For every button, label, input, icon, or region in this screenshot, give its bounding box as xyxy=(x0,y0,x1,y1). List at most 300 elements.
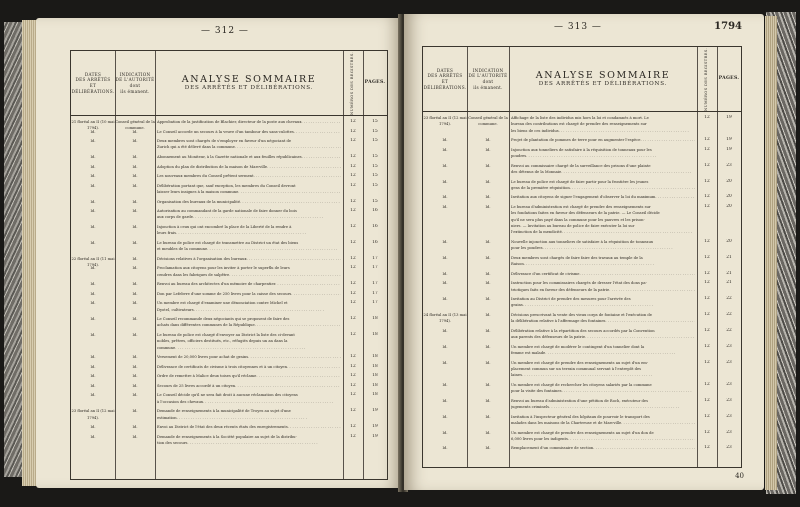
header-text: INDICATION xyxy=(119,71,151,77)
analysis-line: Autorisation au commandant de la garde nationale de faire donner du bois xyxy=(157,209,297,214)
row-authority: Id. xyxy=(132,374,138,379)
row-page-number: 23 xyxy=(726,397,732,403)
table-row xyxy=(71,373,387,379)
row-page-number: 22 xyxy=(726,312,732,318)
row-analysis xyxy=(511,414,695,427)
table-row xyxy=(71,164,387,170)
analysis-line: commune. . . . xyxy=(157,345,341,351)
row-analysis xyxy=(511,280,695,293)
analysis-line: Un membre est chargé d'examiner une dénonciation contre Michel et xyxy=(157,301,288,306)
register-table xyxy=(70,50,388,480)
row-register-number: 12 xyxy=(704,178,710,184)
table-row xyxy=(71,154,387,160)
analysis-line: Un membre est chargé de rechercher les citoyens salariés par la commune xyxy=(511,382,652,387)
row-date: Id. xyxy=(442,382,448,387)
row-register-number: 12 xyxy=(704,254,710,260)
row-register-number: 12 xyxy=(350,239,356,245)
row-date: Id. xyxy=(442,414,448,419)
analysis-line: Le bureau de police est chargé d'envoyer au District la liste des ci-devant xyxy=(157,333,295,338)
analysis-line: jugements criminels. . . . xyxy=(511,404,695,410)
table-row xyxy=(71,434,387,447)
row-register-number: 12 xyxy=(350,316,356,322)
table-row xyxy=(71,332,387,351)
table-row xyxy=(71,129,387,135)
table-row xyxy=(71,199,387,205)
row-authority: Id. xyxy=(132,129,138,134)
row-page-number: 22 xyxy=(726,296,732,302)
row-analysis xyxy=(157,383,341,389)
row-analysis xyxy=(157,364,341,370)
analysis-line: Un membre est chargé de prendre des renseignements au sujet d'un em- xyxy=(511,360,648,365)
analysis-line: les fondations faites en faveur des défenseurs de la patrie. — Le Conseil décide xyxy=(511,211,660,216)
row-authority: Id. xyxy=(132,209,138,214)
row-date: Id. xyxy=(90,374,96,379)
row-page-number: 21 xyxy=(726,254,732,260)
header-text: DES ARRÊTÉS xyxy=(427,73,463,79)
header-pages xyxy=(717,47,741,111)
row-date: Id. xyxy=(90,183,96,188)
row-register-number: 12 xyxy=(350,392,356,398)
row-page-number: 15 xyxy=(372,153,378,159)
row-register-number: 12 xyxy=(350,408,356,414)
row-analysis xyxy=(511,344,695,357)
analysis-line: Injonction à ceux qui ont encombré la place de la Liberté de la rendre à xyxy=(157,224,292,229)
analysis-line: placement commun sur un terrain communal servant à l'entrepôt des xyxy=(511,367,642,372)
row-analysis xyxy=(511,398,695,411)
row-date: Id. xyxy=(90,301,96,306)
table-row xyxy=(71,354,387,360)
row-authority: Id. xyxy=(485,163,491,168)
row-page-number: 20 xyxy=(726,178,732,184)
analysis-line: Ordre de remettre à Malice deux toises qu'il réclame. . . . xyxy=(157,373,341,379)
row-date: 22 floréal an II (11 mai 1794). xyxy=(71,256,115,268)
row-date: Id. xyxy=(442,446,448,451)
row-date: Id. xyxy=(90,355,96,360)
row-page-number: 17 xyxy=(372,255,378,261)
row-authority: Conseil général de la commune. xyxy=(115,120,155,131)
row-register-number: 12 xyxy=(350,433,356,439)
row-analysis xyxy=(157,224,341,237)
analysis-line: triotiques faits en faveur des défenseurs de la patrie. . . . xyxy=(511,287,695,293)
row-register-number: 12 xyxy=(704,397,710,403)
table-row xyxy=(71,240,387,253)
header-text: DÉLIBÉRATIONS. xyxy=(71,88,115,94)
row-authority: Id. xyxy=(132,291,138,296)
row-analysis xyxy=(511,179,695,192)
row-authority: Id. xyxy=(132,139,138,144)
table-row xyxy=(71,300,387,313)
row-date: Id. xyxy=(442,398,448,403)
analysis-line: Demande de renseignements à la Société populaire au sujet de la distribu- xyxy=(157,434,297,439)
row-register-number: 12 xyxy=(704,146,710,152)
analysis-line: bureau des contributions est chargé de prendre des renseignements sur xyxy=(511,122,647,127)
analysis-line: qu'il ne sera plus payé dans la commune pour les pauvres et les prison- xyxy=(511,217,645,222)
table-row xyxy=(423,328,741,341)
row-page-number: 21 xyxy=(726,270,732,276)
row-page-number: 20 xyxy=(726,194,732,200)
analysis-line: Renvoi au bureau des architectes d'un mémoire de charpentier. . . . xyxy=(157,281,341,287)
analysis-line: poudres. . . . xyxy=(511,153,695,159)
row-register-number: 12 xyxy=(350,173,356,179)
row-analysis xyxy=(511,360,695,379)
row-page-number: 19 xyxy=(726,137,732,143)
row-register-number: 12 xyxy=(704,203,710,209)
row-page-number: 18 xyxy=(372,382,378,388)
analysis-line: Organisation des bureaux de la municipalité. . . . xyxy=(157,199,341,205)
row-register-number: 12 xyxy=(350,138,356,144)
row-page-number: 19 xyxy=(372,424,378,430)
analysis-line: à l'occasion des chevaux. . . . xyxy=(157,399,341,405)
analysis-line: aux parents des défenseurs de la patrie. . . . xyxy=(511,334,695,340)
analysis-line: Nouvelle injonction aux tonneliers de satisfaire à la réquisition de tonneaux xyxy=(511,239,653,244)
analysis-line: Injonction aux tonneliers de satisfaire à la réquisition de tonneaux pour les xyxy=(511,147,652,152)
row-analysis xyxy=(157,138,341,151)
analysis-line: Proclamation aux citoyens pour les inviter à porter le superflu de leurs xyxy=(157,266,290,271)
row-register-number: 12 xyxy=(704,296,710,302)
row-page-number: 23 xyxy=(726,343,732,349)
row-page-number: 23 xyxy=(726,445,732,451)
table-row xyxy=(423,194,741,200)
row-page-number: 15 xyxy=(372,128,378,134)
right-page xyxy=(404,14,764,490)
row-authority: Id. xyxy=(132,301,138,306)
row-authority: Id. xyxy=(132,317,138,322)
header-text: INDICATION xyxy=(472,67,504,73)
row-authority: Id. xyxy=(485,179,491,184)
row-register-number: 12 xyxy=(350,265,356,271)
analysis-line: Instruction pour les commissaires chargés de dresser l'état des dons pa- xyxy=(511,281,647,286)
table-row xyxy=(423,255,741,268)
row-page-number: 18 xyxy=(372,316,378,322)
analysis-line: Décisions prescrivant la vente des vieux corps de fontaine et l'exécution de xyxy=(511,313,652,318)
header-text: DÉLIBÉRATIONS. xyxy=(423,84,467,90)
row-analysis xyxy=(157,316,341,329)
row-date: Id. xyxy=(90,266,96,271)
analysis-line: aux corps de garde. . . . xyxy=(157,214,341,220)
analysis-line: cendres dans les fabriques de salpêtre. . . . xyxy=(157,272,341,278)
row-date: Id. xyxy=(90,164,96,169)
row-authority: Id. xyxy=(132,154,138,159)
row-analysis xyxy=(511,430,695,443)
row-analysis xyxy=(511,204,695,236)
row-date: Id. xyxy=(90,129,96,134)
analysis-line: Versement de 20,000 livres pour achat de grains. . . . xyxy=(157,354,341,360)
row-register-number: 12 xyxy=(350,424,356,430)
row-register-number: 12 xyxy=(350,281,356,287)
table-row xyxy=(423,296,741,309)
table-row xyxy=(423,115,741,134)
header-text: dont xyxy=(482,79,494,84)
header-text: ET xyxy=(89,83,97,88)
row-analysis xyxy=(157,164,341,170)
header-text: dont xyxy=(129,83,141,88)
row-analysis xyxy=(157,265,341,278)
table-row xyxy=(71,255,387,268)
row-analysis xyxy=(511,147,695,160)
row-page-number: 15 xyxy=(372,182,378,188)
analysis-line: Le Conseil recommande deux négociants qui se proposent de faire des xyxy=(157,317,290,322)
row-authority: Id. xyxy=(485,271,491,276)
analysis-line: Décisions relatives à l'organisation des bureaux. . . . xyxy=(157,256,341,262)
header-dates xyxy=(423,47,467,111)
row-analysis xyxy=(511,255,695,268)
row-register-number: 12 xyxy=(350,255,356,261)
row-register-number: 12 xyxy=(704,429,710,435)
table-row xyxy=(423,239,741,252)
row-date: Id. xyxy=(90,282,96,287)
header-text: ET xyxy=(441,79,449,84)
row-page-number: 18 xyxy=(372,332,378,338)
row-date: Id. xyxy=(442,344,448,349)
row-page-number: 18 xyxy=(372,392,378,398)
header-indication xyxy=(467,47,509,111)
analysis-line: Abonnement au Moniteur, à la Gazette nationale et aux feuilles républicaines. . . . xyxy=(157,154,341,160)
row-page-number: 18 xyxy=(372,373,378,379)
analysis-line: estimation. . . . xyxy=(157,415,341,421)
row-date: Id. xyxy=(442,360,448,365)
row-date: Id. xyxy=(90,317,96,322)
row-authority: Id. xyxy=(132,174,138,179)
row-date: Id. xyxy=(442,271,448,276)
row-authority: Id. xyxy=(132,282,138,287)
row-register-number: 12 xyxy=(350,223,356,229)
row-date: Id. xyxy=(442,179,448,184)
analysis-line: malades dans les maisons de la Chartreuse et de Marcville. . . . xyxy=(511,420,695,426)
row-register-number: 12 xyxy=(350,208,356,214)
analysis-line: 6,000 livres pour les indigents. . . . xyxy=(511,436,695,442)
row-analysis xyxy=(157,354,341,360)
row-date: Id. xyxy=(442,328,448,333)
row-register-number: 12 xyxy=(350,332,356,338)
row-authority: Id. xyxy=(485,328,491,333)
row-page-number: 20 xyxy=(726,203,732,209)
row-register-number: 12 xyxy=(350,290,356,296)
analysis-line: Deux membres sont chargés de s'employer en faveur d'un négociant de xyxy=(157,139,292,144)
table-row xyxy=(71,392,387,405)
row-register-number: 12 xyxy=(704,115,710,120)
analysis-line: Invitation au District de prendre des mesures pour l'arrivée des xyxy=(511,297,631,302)
row-authority: Id. xyxy=(132,364,138,369)
header-registers xyxy=(697,47,717,111)
table-rows xyxy=(71,119,387,477)
row-register-number: 12 xyxy=(704,359,710,365)
row-date: Id. xyxy=(90,154,96,159)
row-authority: Id. xyxy=(132,240,138,245)
row-authority: Id. xyxy=(485,138,491,143)
row-page-number: 23 xyxy=(726,429,732,435)
row-page-number: 18 xyxy=(372,354,378,360)
table-row xyxy=(71,224,387,237)
row-page-number: 17 xyxy=(372,290,378,296)
row-page-number: 16 xyxy=(372,223,378,229)
row-authority: Id. xyxy=(485,414,491,419)
row-analysis xyxy=(157,408,341,421)
row-register-number: 12 xyxy=(704,162,710,168)
table-row xyxy=(423,204,741,236)
analysis-line: leurs frais. . . . xyxy=(157,230,341,236)
row-analysis xyxy=(157,256,341,262)
table-rows xyxy=(423,115,741,465)
header-subtitle: DES ARRÊTÉS ET DÉLIBÉRATIONS. xyxy=(538,81,668,88)
row-register-number: 12 xyxy=(350,182,356,188)
row-authority: Id. xyxy=(485,430,491,435)
row-register-number: 12 xyxy=(704,194,710,200)
row-page-number: 17 xyxy=(372,265,378,271)
table-row xyxy=(423,430,741,443)
row-page-number: 17 xyxy=(372,281,378,287)
row-page-number: 21 xyxy=(726,280,732,286)
row-date: Id. xyxy=(90,291,96,296)
row-analysis xyxy=(157,281,341,287)
analysis-line: Invitation aux citoyens de signer l'engagement d'observer la loi du maximum. . . . xyxy=(511,194,695,200)
row-date: Id. xyxy=(442,255,448,260)
row-register-number: 12 xyxy=(350,153,356,159)
table-row xyxy=(423,445,741,451)
row-date: Id. xyxy=(90,209,96,214)
table-row xyxy=(423,271,741,277)
row-authority: Id. xyxy=(132,333,138,338)
row-date: Id. xyxy=(442,430,448,435)
row-analysis xyxy=(157,129,341,135)
row-analysis xyxy=(157,199,341,205)
row-date: Id. xyxy=(90,240,96,245)
row-page-number: 23 xyxy=(726,381,732,387)
header-analysis xyxy=(509,47,697,111)
table-row xyxy=(71,208,387,221)
table-header xyxy=(71,51,387,116)
row-register-number: 12 xyxy=(350,198,356,204)
page-edges-right xyxy=(765,16,777,490)
header-dates xyxy=(71,51,115,115)
row-date: Id. xyxy=(442,195,448,200)
header-text: DATES xyxy=(436,67,454,73)
row-register-number: 12 xyxy=(704,312,710,318)
row-authority: Id. xyxy=(132,355,138,360)
row-register-number: 12 xyxy=(704,137,710,143)
row-authority: Id. xyxy=(485,344,491,349)
row-page-number: 15 xyxy=(372,119,378,124)
row-authority: Id. xyxy=(485,204,491,209)
row-register-number: 12 xyxy=(350,300,356,306)
row-date: Id. xyxy=(442,281,448,286)
row-analysis xyxy=(157,183,341,196)
row-analysis xyxy=(157,332,341,351)
row-analysis xyxy=(157,373,341,379)
row-authority: Id. xyxy=(132,256,138,261)
row-authority: Id. xyxy=(485,446,491,451)
row-authority: Id. xyxy=(132,434,138,439)
header-text: PAGES. xyxy=(364,80,386,86)
analysis-line: Don par Lefebvre d'une somme de 250 livres pour la caisse des secours. . . . xyxy=(157,291,341,297)
analysis-line: Secours de 25 livres accordé à un citoyen. . . . xyxy=(157,383,341,389)
row-authority: Id. xyxy=(485,382,491,387)
row-authority: Id. xyxy=(485,398,491,403)
row-register-number: 12 xyxy=(704,343,710,349)
row-authority: Id. xyxy=(485,360,491,365)
row-analysis xyxy=(511,445,695,451)
row-register-number: 12 xyxy=(350,354,356,360)
row-analysis xyxy=(511,271,695,277)
row-authority: Id. xyxy=(132,409,138,414)
row-authority: Id. xyxy=(132,183,138,188)
row-date: Id. xyxy=(90,425,96,430)
row-page-number: 19 xyxy=(372,408,378,414)
signature-number: 40 xyxy=(735,472,744,480)
row-page-number: 22 xyxy=(726,327,732,333)
analysis-line: Approbation de la justification de Blachier, directeur de la poste aux chevaux. . . . xyxy=(157,119,341,125)
table-row xyxy=(423,312,741,325)
row-date: Id. xyxy=(90,333,96,338)
analysis-line: Remplacement d'un commissaire de section. . . . xyxy=(511,445,695,451)
analysis-line: Invitation à l'inspecteur général des hôpitaux de pourvoir le transport des xyxy=(511,414,650,419)
row-authority: Id. xyxy=(132,224,138,229)
analysis-line: grains. . . . xyxy=(511,302,695,308)
row-authority: Id. xyxy=(485,281,491,286)
row-authority: Id. xyxy=(485,195,491,200)
row-page-number: 15 xyxy=(372,138,378,144)
analysis-line: les biens de ces individus. . . . xyxy=(511,128,695,134)
row-register-number: 12 xyxy=(704,445,710,451)
row-date: Id. xyxy=(442,239,448,244)
row-page-number: 17 xyxy=(372,300,378,306)
row-date: Id. xyxy=(90,383,96,388)
row-authority: Id. xyxy=(485,239,491,244)
analysis-line: tion des secours. . . . xyxy=(157,440,341,446)
analysis-line: Deux membres sont chargés de faire faire des travaux au temple de la xyxy=(511,255,643,260)
analysis-line: pour la visite des fontaines. . . . xyxy=(511,388,695,394)
analysis-line: Le bureau de police est chargé de transmettre au District un état des biens xyxy=(157,240,299,245)
row-analysis xyxy=(511,312,695,325)
analysis-line: Adoption du plan de distribution de la maison de Marcville. . . . xyxy=(157,164,341,170)
table-row xyxy=(423,344,741,357)
row-page-number: 23 xyxy=(726,359,732,365)
analysis-line: Le Conseil accorde un secours à la veuve d'un tambour des sans-culottes. . . . xyxy=(157,129,341,135)
row-date: Id. xyxy=(442,138,448,143)
table-row xyxy=(423,414,741,427)
row-authority: Id. xyxy=(132,393,138,398)
row-authority: Id. xyxy=(485,313,491,318)
row-register-number: 12 xyxy=(350,163,356,169)
row-page-number: 16 xyxy=(372,239,378,245)
table-row xyxy=(71,291,387,297)
row-authority: Id. xyxy=(132,383,138,388)
table-row xyxy=(423,179,741,192)
row-analysis xyxy=(511,115,695,134)
row-analysis xyxy=(511,163,695,176)
row-analysis xyxy=(157,300,341,313)
register-table xyxy=(422,46,742,468)
analysis-line: Délibération relative à la répartition des secours accordés par la Convention xyxy=(511,328,655,333)
row-authority: Id. xyxy=(485,255,491,260)
row-date: Id. xyxy=(90,434,96,439)
left-page xyxy=(36,18,402,488)
header-text: ils émanent. xyxy=(473,84,503,90)
analysis-line: Zurich qui a été délivré dans la commune. . . . xyxy=(157,144,341,150)
row-date: Id. xyxy=(90,364,96,369)
table-row xyxy=(423,382,741,395)
row-register-number: 12 xyxy=(350,373,356,379)
row-analysis xyxy=(157,173,341,179)
row-date: 24 floréal an II (13 mai 1794). xyxy=(423,313,467,324)
row-register-number: 12 xyxy=(704,270,710,276)
header-indication xyxy=(115,51,155,115)
row-date: Id. xyxy=(90,393,96,398)
row-register-number: 12 xyxy=(704,413,710,419)
analysis-line: des détenus de la Monnaie. . . . xyxy=(511,169,695,175)
header-text: DES ARRÊTÉS xyxy=(75,77,111,83)
row-analysis xyxy=(157,240,341,253)
row-page-number: 15 xyxy=(372,173,378,179)
